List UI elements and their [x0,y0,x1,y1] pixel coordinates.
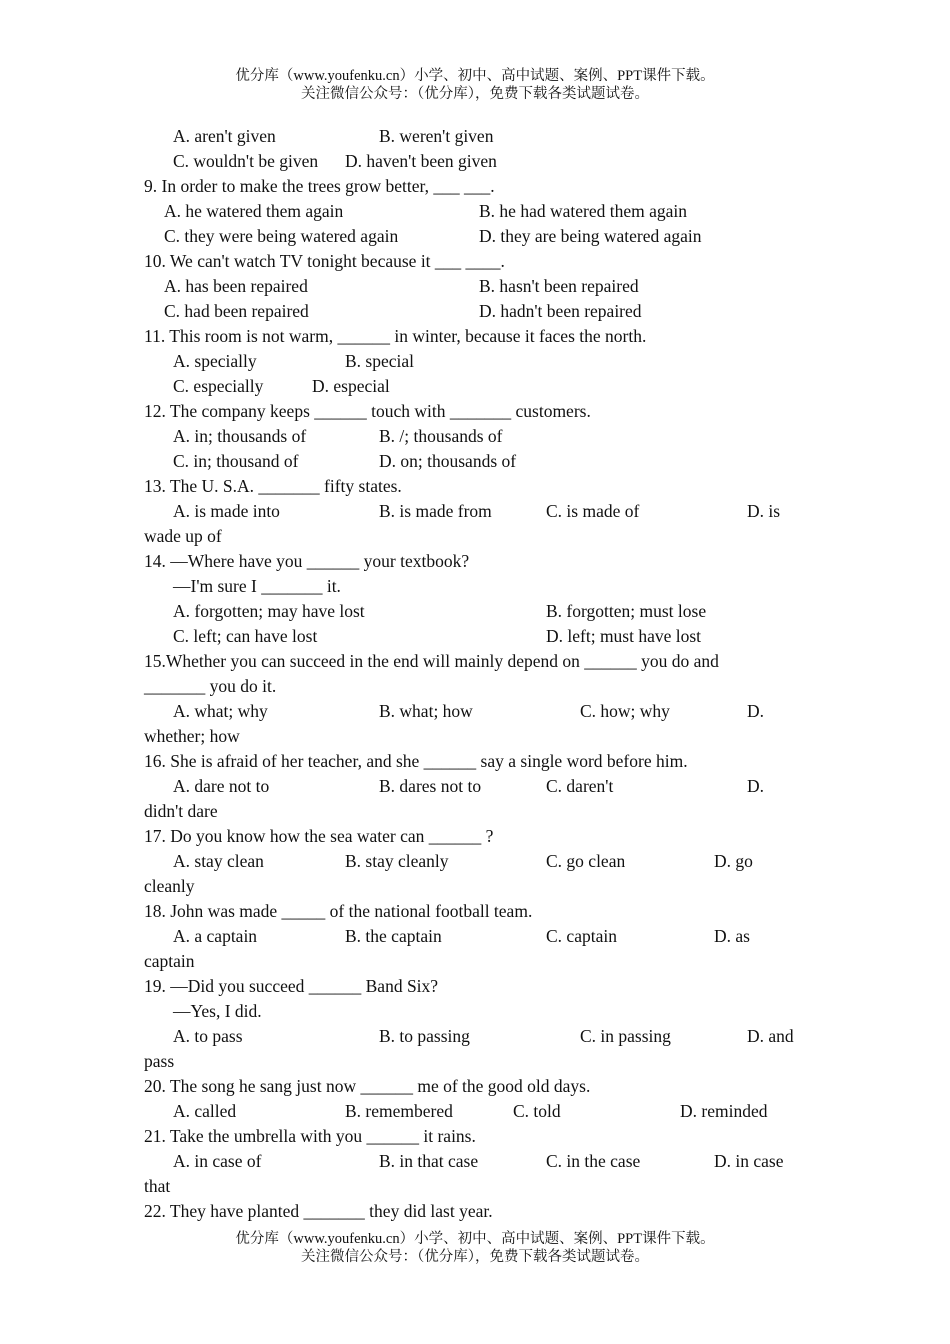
option-text: A. dare not to [173,776,270,796]
text-line [0,899,950,924]
option-text: B. hasn't been repaired [479,276,639,296]
text-segment: that [144,1176,171,1196]
page-footer [0,1230,950,1266]
option-text: D. and [747,1026,794,1046]
text-segment: 15.Whether you can succeed in the end will mainly depend on ______ you do and [144,651,719,671]
option-text: A. in; thousands of [173,426,307,446]
option-text: C. captain [546,926,617,946]
text-line [0,549,950,574]
header-line-1: 优分库（www.youfenku.cn）小学、初中、高中试题、案例、PPT课件下载。 [235,68,715,84]
option-text: B. /; thousands of [379,426,503,446]
option-text: C. go clean [546,851,626,871]
text-line [0,224,950,249]
option-text: A. aren't given [173,126,276,146]
text-line [0,1174,950,1199]
option-text: B. stay cleanly [345,851,449,871]
text-line [0,924,950,949]
text-segment: 17. Do you know how the sea water can ______ ? [144,826,494,846]
option-text: D. on; thousands of [379,451,517,471]
text-line [0,374,950,399]
option-text: A. forgotten; may have lost [173,601,365,621]
option-text: C. how; why [580,701,670,721]
text-segment: 13. The U. S.A. _______ fifty states. [144,476,402,496]
option-text: C. in; thousand of [173,451,299,471]
text-line [0,849,950,874]
text-line [0,749,950,774]
text-segment: —I'm sure I _______ it. [173,576,341,596]
text-segment: 19. —Did you succeed ______ Band Six? [144,976,439,996]
text-segment: 22. They have planted _______ they did last year. [144,1201,493,1221]
option-text: B. is made from [379,501,492,521]
option-text: A. has been repaired [164,276,308,296]
text-line [0,149,950,174]
text-line [0,174,950,199]
text-segment: 11. This room is not warm, ______ in winter, because it faces the north. [144,326,647,346]
text-segment: 16. She is afraid of her teacher, and she ______ say a single word before him. [144,751,688,771]
text-segment: 20. The song he sang just now ______ me of the good old days. [144,1076,591,1096]
text-line [0,124,950,149]
text-line [0,574,950,599]
option-text: C. wouldn't be given [173,151,319,171]
option-text: D. in case [714,1151,784,1171]
option-text: D. they are being watered again [479,226,702,246]
text-line [0,274,950,299]
option-text: A. what; why [173,701,268,721]
question-content [0,124,950,1224]
option-text: C. is made of [546,501,640,521]
option-text: C. they were being watered again [164,226,399,246]
option-text: C. in the case [546,1151,641,1171]
text-line [0,199,950,224]
option-text: D. left; must have lost [546,626,702,646]
text-segment: didn't dare [144,801,218,821]
option-text: B. to passing [379,1026,470,1046]
footer-line-2: 关注微信公众号：（优分库），免费下载各类试题试卷。 [301,1249,649,1265]
text-segment: 12. The company keeps ______ touch with _______ customers. [144,401,591,421]
text-line [0,349,950,374]
text-line [0,774,950,799]
text-segment: whether; how [144,726,240,746]
text-segment: cleanly [144,876,195,896]
option-text: A. stay clean [173,851,264,871]
text-line [0,1099,950,1124]
option-text: D. hadn't been repaired [479,301,642,321]
text-line [0,499,950,524]
text-segment: _______ you do it. [144,676,277,696]
option-text: A. he watered them again [164,201,344,221]
text-line [0,1049,950,1074]
text-segment: 10. We can't watch TV tonight because it ___ ____. [144,251,505,271]
option-text: D. especial [312,376,390,396]
text-line [0,699,950,724]
text-line [0,799,950,824]
option-text: A. a captain [173,926,258,946]
option-text: D. [747,776,765,796]
text-segment: 14. —Where have you ______ your textbook? [144,551,470,571]
option-text: C. left; can have lost [173,626,318,646]
option-text: B. special [345,351,415,371]
text-segment: pass [144,1051,175,1071]
text-line [0,999,950,1024]
option-text: B. the captain [345,926,442,946]
text-segment: 18. John was made _____ of the national football team. [144,901,533,921]
text-line [0,1199,950,1224]
text-line [0,649,950,674]
text-segment: —Yes, I did. [173,1001,262,1021]
text-line [0,874,950,899]
text-line [0,424,950,449]
option-text: A. in case of [173,1151,262,1171]
option-text: B. in that case [379,1151,479,1171]
option-text: C. especially [173,376,264,396]
text-line [0,824,950,849]
option-text: D. is [747,501,781,521]
text-line [0,249,950,274]
option-text: A. to pass [173,1026,243,1046]
option-text: C. in passing [580,1026,671,1046]
text-line [0,324,950,349]
option-text: D. as [714,926,750,946]
text-segment: 21. Take the umbrella with you ______ it rains. [144,1126,476,1146]
option-text: D. [747,701,765,721]
text-line [0,524,950,549]
option-text: A. called [173,1101,237,1121]
text-line [0,299,950,324]
option-text: C. had been repaired [164,301,309,321]
footer-line-1: 优分库（www.youfenku.cn）小学、初中、高中试题、案例、PPT课件下载。 [235,1231,715,1247]
text-line [0,949,950,974]
option-text: B. he had watered them again [479,201,687,221]
text-line [0,974,950,999]
text-segment: captain [144,951,195,971]
option-text: B. forgotten; must lose [546,601,707,621]
option-text: C. told [513,1101,561,1121]
text-line [0,724,950,749]
option-text: A. specially [173,351,257,371]
option-text: B. dares not to [379,776,482,796]
text-line [0,449,950,474]
text-line [0,1024,950,1049]
text-line [0,1074,950,1099]
text-line [0,1149,950,1174]
option-text: D. go [714,851,753,871]
option-text: C. daren't [546,776,614,796]
option-text: B. remembered [345,1101,453,1121]
page-header [0,67,950,103]
option-text: B. weren't given [379,126,494,146]
text-line [0,624,950,649]
option-text: D. reminded [680,1101,768,1121]
text-line [0,474,950,499]
header-line-2: 关注微信公众号：（优分库），免费下载各类试题试卷。 [301,86,649,102]
text-line [0,399,950,424]
text-line [0,1124,950,1149]
text-segment: 9. In order to make the trees grow better, ___ ___. [144,176,495,196]
text-segment: wade up of [144,526,222,546]
option-text: D. haven't been given [345,151,497,171]
option-text: A. is made into [173,501,280,521]
option-text: B. what; how [379,701,473,721]
text-line [0,674,950,699]
text-line [0,599,950,624]
